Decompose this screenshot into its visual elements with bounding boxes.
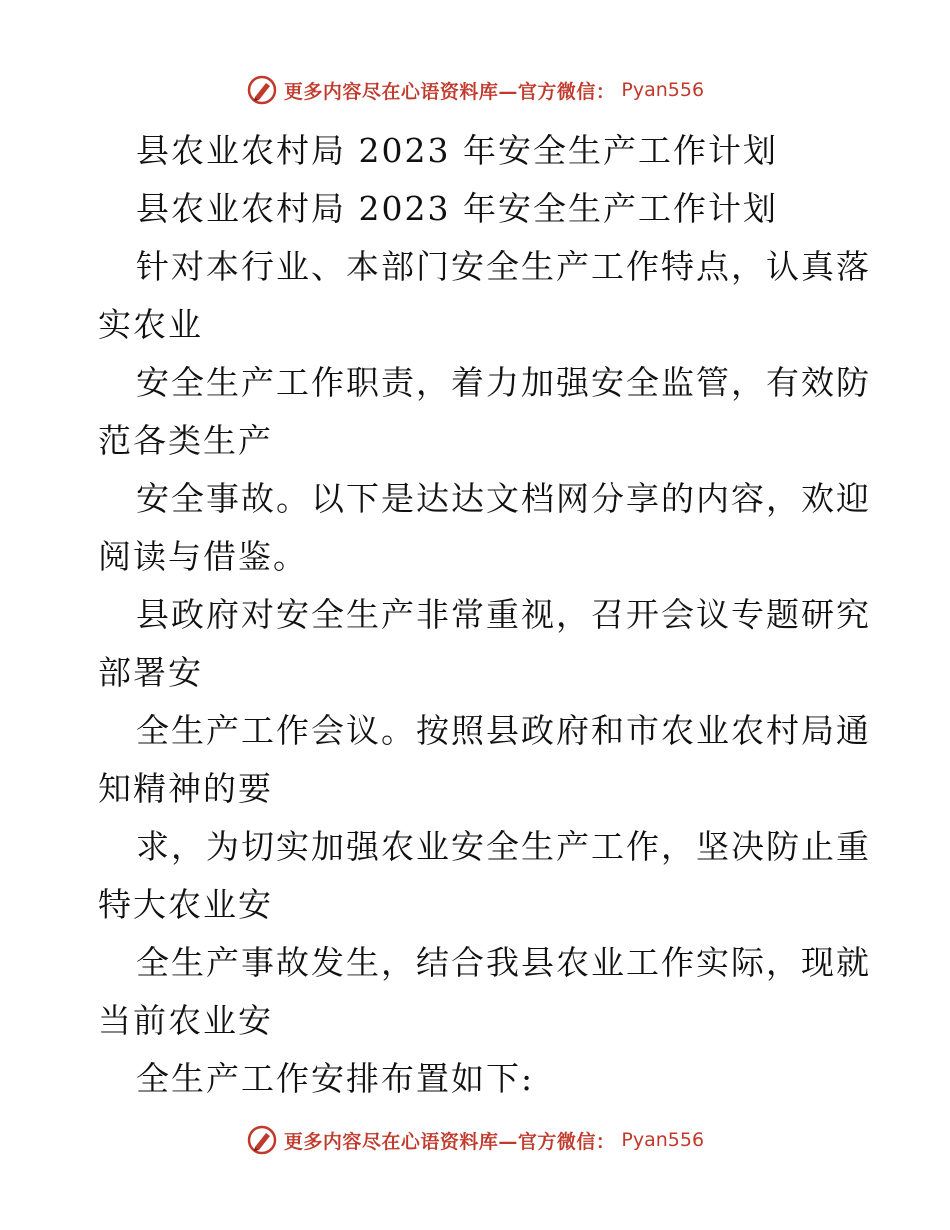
document-body bbox=[98, 122, 871, 1108]
banner-text: 更多内容尽在心语资料库—官方微信： bbox=[283, 80, 616, 103]
banner-wechat-id: Pyan556 bbox=[621, 79, 705, 101]
paragraph-line: 当前农业安 bbox=[98, 1001, 273, 1040]
paragraph-line: 针对本行业、本部门安全生产工作特点，认真落 bbox=[136, 247, 871, 286]
paragraph-line: 县政府对安全生产非常重视，召开会议专题研究 bbox=[136, 595, 871, 634]
paragraph-line: 阅读与借鉴。 bbox=[98, 537, 308, 576]
paragraph-line: 实农业 bbox=[98, 305, 203, 344]
doc-title-repeat: 县农业农村局 2023 年安全生产工作计划 bbox=[136, 189, 778, 228]
paragraph-line: 全生产工作安排布置如下: bbox=[136, 1059, 535, 1098]
pen-logo-icon bbox=[246, 74, 278, 106]
paragraph-line: 部署安 bbox=[98, 653, 203, 692]
banner-wechat-id: Pyan556 bbox=[621, 1129, 705, 1151]
banner-text: 更多内容尽在心语资料库—官方微信： bbox=[283, 1130, 616, 1153]
doc-title: 县农业农村局 2023 年安全生产工作计划 bbox=[136, 131, 778, 170]
paragraph-line: 范各类生产 bbox=[98, 421, 273, 460]
paragraph-line: 求，为切实加强农业安全生产工作，坚决防止重 bbox=[136, 827, 871, 866]
paragraph-line: 安全事故。以下是达达文档网分享的内容，欢迎 bbox=[136, 479, 871, 518]
paragraph-line: 全生产事故发生，结合我县农业工作实际，现就 bbox=[136, 943, 871, 982]
paragraph-line: 全生产工作会议。按照县政府和市农业农村局通 bbox=[136, 711, 871, 750]
paragraph-line: 特大农业安 bbox=[98, 885, 273, 924]
paragraph-line: 知精神的要 bbox=[98, 769, 273, 808]
pen-logo-icon bbox=[246, 1124, 278, 1156]
paragraph-line: 安全生产工作职责，着力加强安全监管，有效防 bbox=[136, 363, 871, 402]
footer-banner bbox=[0, 1120, 950, 1160]
header-banner bbox=[0, 70, 950, 110]
